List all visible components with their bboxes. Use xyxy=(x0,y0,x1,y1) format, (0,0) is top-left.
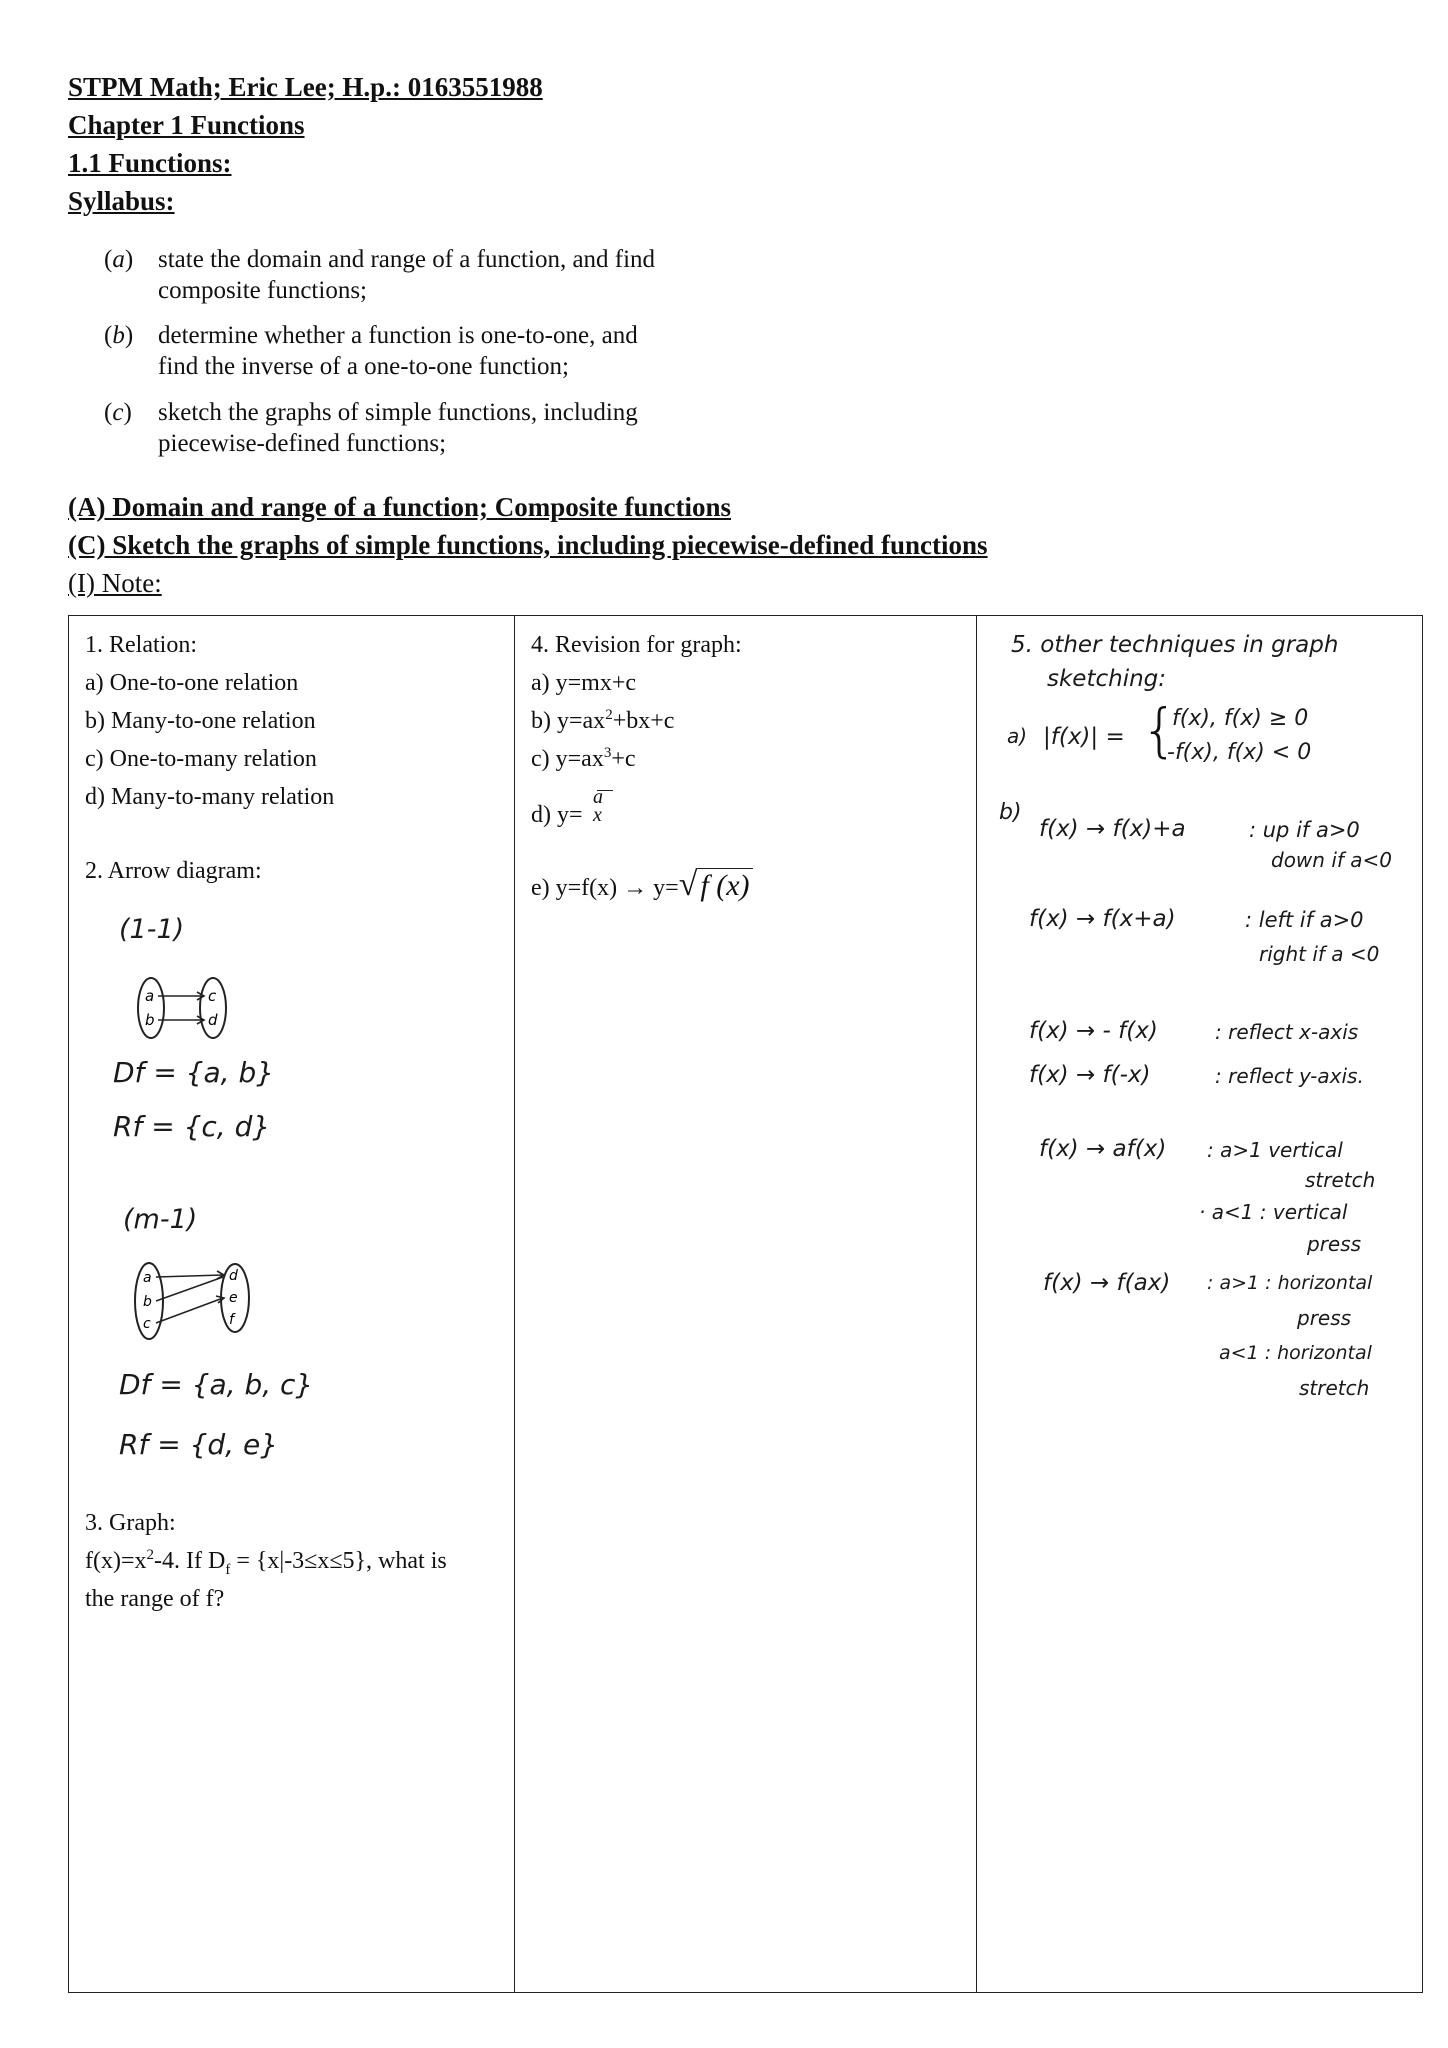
translation-vertical-rule-1: : up if a>0 xyxy=(1249,818,1360,842)
graph-question-line2: the range of f? xyxy=(85,1586,225,1612)
mto-left-0: a xyxy=(143,1270,152,1286)
syllabus-label: b xyxy=(112,322,125,349)
graph-q-text: -4. If D xyxy=(154,1548,226,1574)
mto-left-1: b xyxy=(143,1294,152,1310)
part-a-label: a) xyxy=(1007,724,1028,748)
syllabus-item-b: (b) determine whether a function is one-to-one, and find the inverse of a one-to-one function; xyxy=(104,320,704,384)
column-relations xyxy=(69,616,515,1993)
relation-item: d) Many-to-many relation xyxy=(85,784,335,810)
graph-q-text: f(x)=x xyxy=(85,1548,147,1574)
notes-table xyxy=(68,615,1423,1993)
oto-right-1: d xyxy=(208,1011,218,1029)
doc-header-title: STPM Math; Eric Lee; H.p.: 0163551988 xyxy=(68,72,543,102)
abs-case-2: -f(x), f(x) < 0 xyxy=(1167,740,1312,765)
mto-right-0: d xyxy=(229,1268,238,1284)
reflect-y-rule: : reflect y-axis. xyxy=(1215,1064,1364,1088)
brace-symbol: { xyxy=(1141,696,1178,764)
revision-e: e) y=f(x) → y=√ f (x) xyxy=(531,866,753,907)
mto-right-2: f xyxy=(229,1312,234,1328)
translation-vertical: f(x) → f(x)+a xyxy=(1039,816,1186,842)
techniques-title-line2: sketching: xyxy=(1047,666,1167,692)
horizontal-scale-rule-1: : a>1 : horizontal xyxy=(1207,1272,1373,1294)
horizontal-scale-rule-4: stretch xyxy=(1299,1376,1370,1400)
graph-title: 3. Graph: xyxy=(85,1510,176,1536)
fraction-denominator: x xyxy=(593,804,602,826)
fraction-bar xyxy=(597,790,613,791)
revision-a: a) y=mx+c xyxy=(531,670,637,696)
vertical-scale: f(x) → af(x) xyxy=(1039,1136,1167,1162)
techniques-title-line1: 5. other techniques in graph xyxy=(1011,632,1339,658)
reflect-y: f(x) → f(-x) xyxy=(1029,1062,1151,1088)
mto-left-2: c xyxy=(143,1316,151,1332)
many-to-one-label: (m-1) xyxy=(123,1204,198,1235)
oto-range: Rf = {c, d} xyxy=(113,1110,271,1143)
oto-domain: Df = {a, b} xyxy=(113,1056,275,1089)
syllabus-label: a xyxy=(112,246,125,273)
syllabus-heading: Syllabus: xyxy=(68,186,175,216)
horizontal-scale-rule-2: press xyxy=(1297,1306,1352,1330)
translation-horizontal-rule-2: right if a <0 xyxy=(1259,942,1380,966)
column-revision: 4. Revision for graph: a) y=mx+c b) $y=ax^2+bx+c$ c) $y=ax^3+c$ d) y= a x e) y=f(x) → y=√ f (x) xyxy=(515,616,977,1993)
one-to-one-label: (1-1) xyxy=(119,914,185,945)
vertical-scale-rule-2: stretch xyxy=(1305,1168,1376,1192)
translation-vertical-rule-2: down if a<0 xyxy=(1271,848,1393,872)
arrow-line xyxy=(156,1277,223,1301)
translation-horizontal: f(x) → f(x+a) xyxy=(1029,906,1176,932)
many-to-one-arrow-diagram xyxy=(127,1256,257,1346)
mto-range: Rf = {d, e} xyxy=(119,1428,279,1461)
relation-item: b) Many-to-one relation xyxy=(85,708,316,734)
syllabus-text: determine whether a function is one-to-one, and find the inverse of a one-to-one function; xyxy=(158,322,638,380)
reflect-x: f(x) → - f(x) xyxy=(1029,1018,1158,1044)
syllabus-label: c xyxy=(112,399,124,426)
syllabus-text: state the domain and range of a function, and find composite functions; xyxy=(158,246,656,304)
column-techniques xyxy=(977,616,1423,1993)
revision-c: c) $y=ax^3+c$ xyxy=(531,745,636,772)
arrow-line xyxy=(156,1298,223,1323)
syllabus-text: sketch the graphs of simple functions, including piecewise-defined functions; xyxy=(158,399,638,457)
heading-domain-range: (A) Domain and range of a function; Composite functions xyxy=(68,492,732,522)
abs-function-lhs: |f(x)| = xyxy=(1043,724,1125,750)
graph-question xyxy=(85,1504,500,1618)
radicand: f (x) xyxy=(697,868,752,902)
graph-q-text: = {x|-3≤x≤5}, what is xyxy=(230,1548,447,1574)
syllabus-item-c: (c) sketch the graphs of simple functions, including piecewise-defined functions; xyxy=(104,397,704,461)
note-label: (I) Note: xyxy=(68,568,162,598)
mto-right-1: e xyxy=(229,1290,238,1306)
oto-right-0: c xyxy=(208,987,217,1005)
relation-item: c) One-to-many relation xyxy=(85,746,317,772)
revision-b: b) $y=ax^2+bx+c$ xyxy=(531,707,675,734)
reflect-x-rule: : reflect x-axis xyxy=(1215,1020,1359,1044)
fraction-numerator: a xyxy=(593,786,603,808)
arrow-diagram-title: 2. Arrow diagram: xyxy=(85,858,262,884)
revision-title: 4. Revision for graph: xyxy=(531,632,742,658)
horizontal-scale: f(x) → f(ax) xyxy=(1043,1270,1171,1296)
oto-left-1: b xyxy=(145,1011,155,1029)
chapter-title: Chapter 1 Functions xyxy=(68,110,305,140)
one-to-one-arrow-diagram xyxy=(127,968,237,1048)
graph-question-line1 xyxy=(85,1542,500,1580)
oto-left-0: a xyxy=(145,987,155,1005)
heading-sketch-graphs: (C) Sketch the graphs of simple functions, including piecewise-defined functions xyxy=(68,530,988,560)
graph-q-subscript: f xyxy=(225,1561,231,1578)
section-title: 1.1 Functions: xyxy=(68,148,232,178)
relation-title: 1. Relation: xyxy=(85,632,197,658)
arrow-line xyxy=(156,1275,223,1277)
syllabus-item-a: (a) state the domain and range of a function, and find composite functions; xyxy=(104,244,704,308)
vertical-scale-rule-3: · a<1 : vertical xyxy=(1199,1200,1348,1224)
vertical-scale-rule-1: : a>1 vertical xyxy=(1207,1138,1343,1162)
mto-domain: Df = {a, b, c} xyxy=(119,1368,314,1401)
relation-item: a) One-to-one relation xyxy=(85,670,299,696)
part-b-label: b) xyxy=(999,800,1022,825)
graph-q-exponent: 2 xyxy=(146,1547,155,1563)
vertical-scale-rule-4: press xyxy=(1307,1232,1362,1256)
horizontal-scale-rule-3: a<1 : horizontal xyxy=(1219,1342,1372,1364)
translation-horizontal-rule-1: : left if a>0 xyxy=(1245,908,1364,932)
abs-case-1: f(x), f(x) ≥ 0 xyxy=(1172,706,1309,731)
